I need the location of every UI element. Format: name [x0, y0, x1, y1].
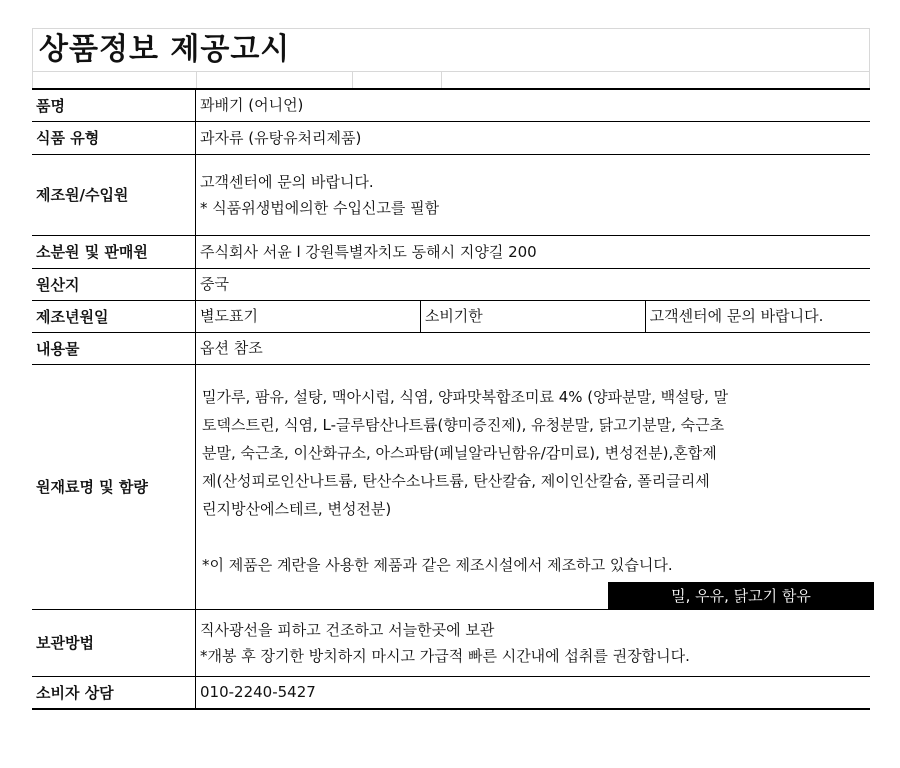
label-consumer: 소비자 상담	[32, 676, 196, 709]
ingredients-line: 밀가루, 팜유, 설탕, 맥아시럽, 식염, 양파맛복합조미료 4% (양파분말, 백설탕, 말	[202, 387, 729, 406]
storage-line: 직사광선을 피하고 건조하고 서늘한곳에 보관	[200, 620, 495, 639]
ingredients-line: 분말, 숙근초, 이산화규소, 아스파탐(페닐알라닌함유/감미료), 변성전분),혼합제	[202, 443, 717, 462]
value-manufacturer	[196, 154, 871, 235]
value-expiry: 고객센터에 문의 바랍니다.	[645, 300, 870, 332]
row-seller	[32, 235, 870, 268]
ingredients-line: 제(산성피로인산나트륨, 탄산수소나트륨, 탄산칼슘, 제이인산칼슘, 폴리글리세	[202, 471, 710, 490]
row-food-type	[32, 121, 870, 154]
label-mfg-date: 제조년원일	[32, 300, 196, 332]
label-product-name: 품명	[32, 89, 196, 121]
facility-notice: *이 제품은 계란을 사용한 제품과 같은 제조시설에서 제조하고 있습니다.	[202, 555, 673, 574]
product-info-sheet	[32, 28, 870, 710]
value-ingredients	[196, 364, 871, 609]
row-mfg-date	[32, 300, 870, 332]
ingredients-line: 토덱스트린, 식염, L-글루탐산나트륨(향미증진제), 유청분말, 닭고기분말, 숙근초	[202, 415, 725, 434]
label-origin: 원산지	[32, 268, 196, 300]
value-origin: 중국	[196, 268, 871, 300]
row-storage	[32, 609, 870, 676]
row-manufacturer	[32, 154, 870, 235]
ingredients-text	[200, 369, 866, 605]
label-seller: 소분원 및 판매원	[32, 235, 196, 268]
value-storage	[196, 609, 871, 676]
row-product-name	[32, 89, 870, 121]
row-contents	[32, 332, 870, 364]
page-title: 상품정보 제공고시	[32, 28, 870, 71]
row-origin	[32, 268, 870, 300]
value-product-name: 꽈배기 (어니언)	[196, 89, 871, 121]
value-food-type: 과자류 (유탕유처리제품)	[196, 121, 871, 154]
row-ingredients	[32, 364, 870, 609]
value-mfg-date: 별도표기	[196, 300, 421, 332]
spreadsheet-gridlines	[32, 71, 870, 88]
label-ingredients: 원재료명 및 함량	[32, 364, 196, 609]
label-contents: 내용물	[32, 332, 196, 364]
label-manufacturer: 제조원/수입원	[32, 154, 196, 235]
storage-line: *개봉 후 장기한 방치하지 마시고 가급적 빠른 시간내에 섭취를 권장합니다.	[200, 646, 690, 665]
row-consumer	[32, 676, 870, 709]
label-storage: 보관방법	[32, 609, 196, 676]
manufacturer-line: * 식품위생법에의한 수입신고를 필함	[200, 198, 440, 217]
label-food-type: 식품 유형	[32, 121, 196, 154]
ingredients-line: 린지방산에스테르, 변성전분)	[202, 499, 392, 518]
info-table	[32, 88, 870, 710]
value-seller: 주식회사 서윤 l 강원특별자치도 동해시 지양길 200	[196, 235, 871, 268]
label-expiry: 소비기한	[420, 300, 645, 332]
value-consumer: 010-2240-5427	[196, 676, 871, 709]
manufacturer-line: 고객센터에 문의 바랍니다.	[200, 172, 374, 191]
value-contents: 옵션 참조	[196, 332, 871, 364]
allergen-badge: 밀, 우유, 닭고기 함유	[608, 582, 874, 610]
